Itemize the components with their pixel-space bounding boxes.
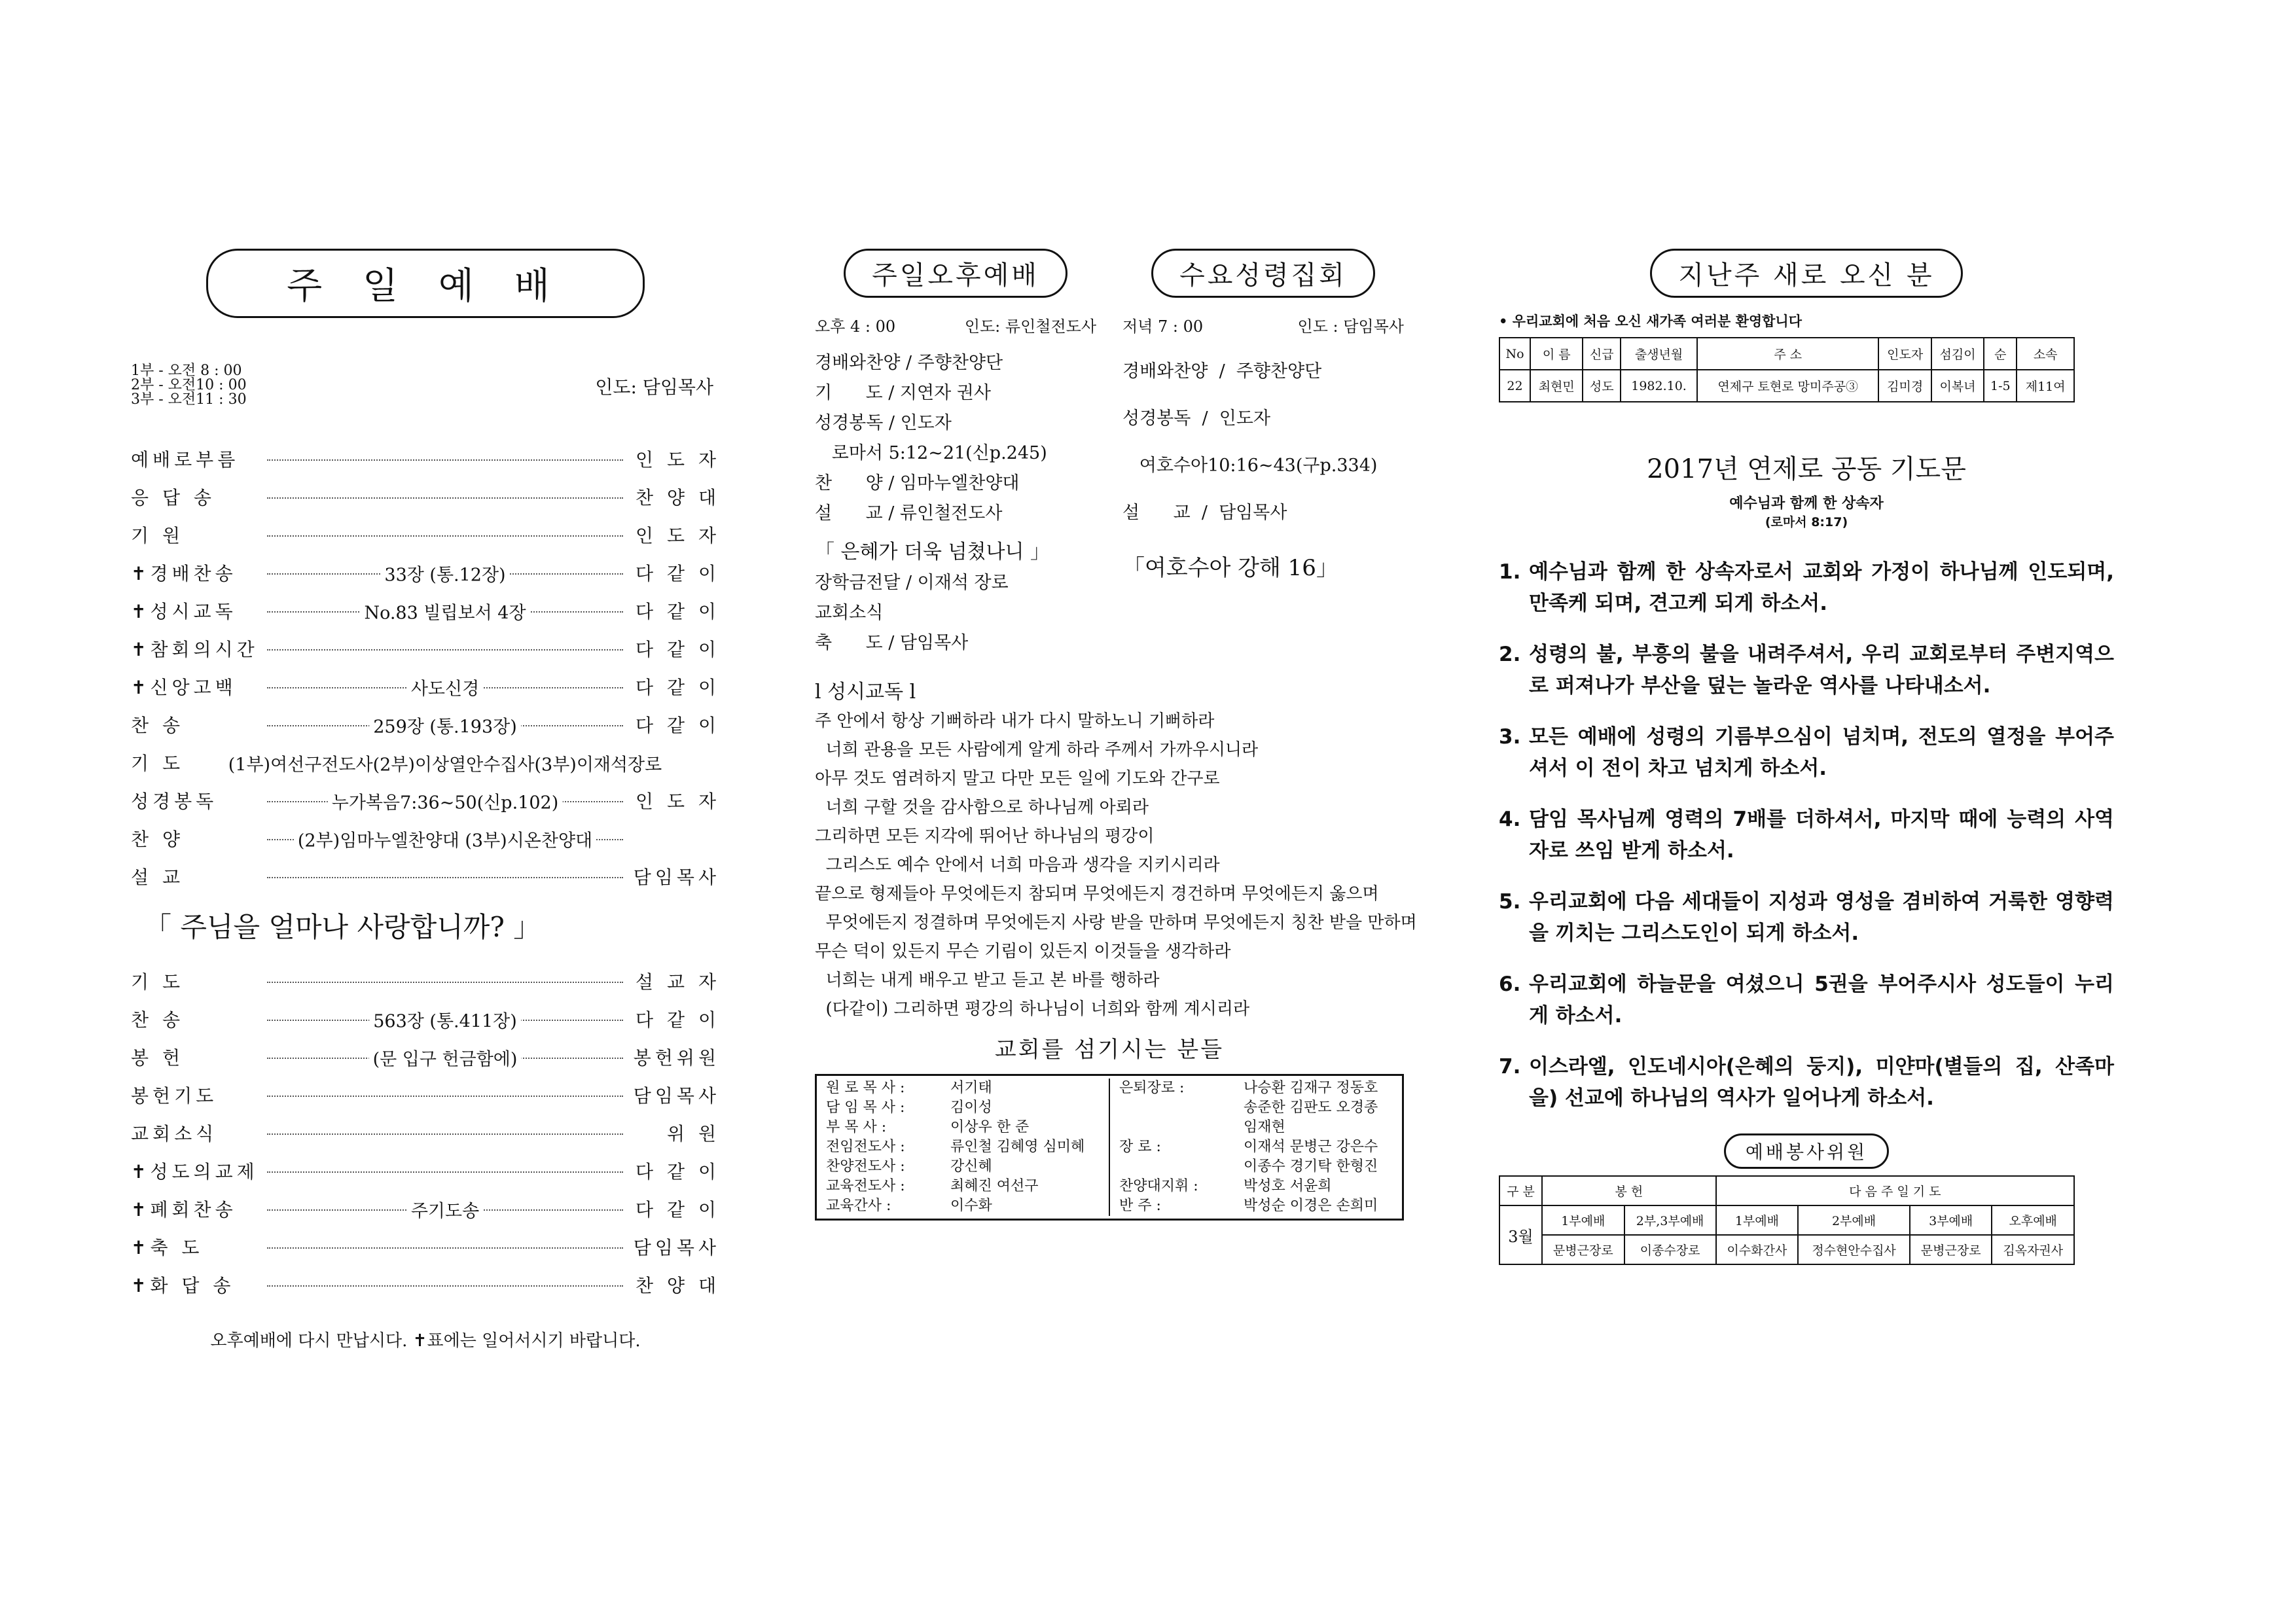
list-item: 너희 관용을 모든 사람에게 알게 하라 주께서 가까우시니라 <box>815 740 1259 760</box>
order-row <box>131 781 720 819</box>
order-role: 위 원 <box>667 1123 720 1145</box>
list-item: 너희 구할 것을 감사함으로 하나님께 아뢰라 <box>815 798 1149 817</box>
order-label: 응 답 송 <box>131 487 215 508</box>
service-person: 이수화간사 <box>1716 1235 1799 1264</box>
order-role: 다 같 이 <box>636 715 720 736</box>
order-row <box>131 819 720 857</box>
list-item: (다같이) 그리하면 평강의 하나님이 너희와 함께 계시리라 <box>815 999 1250 1019</box>
service-person: 이종수장로 <box>1624 1235 1716 1264</box>
order-role: 봉헌위원 <box>633 1047 720 1069</box>
sermon-title: 「 주님을 얼마나 사랑합니까? 」 <box>144 911 541 943</box>
list-item: 설 교 / 류인철전도사 <box>815 503 1003 524</box>
staff-names: 이종수 경기탁 한형진 <box>1244 1158 1378 1175</box>
order-role: 다 같 이 <box>636 639 720 660</box>
staff-role: 찬양전도사 : <box>826 1158 905 1175</box>
column-header: No <box>1499 338 1530 370</box>
order-label: 기 원 <box>131 525 184 546</box>
staff-names: 송준한 김판도 오경종 <box>1244 1099 1378 1116</box>
table-cell: 최현민 <box>1530 370 1583 402</box>
afternoon-items <box>815 348 1096 529</box>
order-row <box>131 705 720 743</box>
order-row <box>131 478 720 516</box>
prayer-text: 우리교회에 다음 세대들이 지성과 영성을 겸비하여 거룩한 영향력을 끼치는 그리스도인이 되게 하소서. <box>1529 890 2114 945</box>
list-item: 너희는 내게 배우고 받고 듣고 본 바를 행하라 <box>815 971 1160 990</box>
prayer-item <box>1499 886 2114 949</box>
prayer-subtitle: 예수님과 함께 한 상속자 <box>1729 495 1884 512</box>
order-detail: 259장 (통.193장) <box>369 713 521 738</box>
staff-names: 김이성 <box>950 1099 992 1116</box>
wednesday-service <box>1122 249 1404 658</box>
order-label: ✝성도의교제 <box>131 1161 259 1183</box>
staff-left <box>817 1079 1110 1216</box>
staff-role: 부 목 사 : <box>826 1119 887 1135</box>
service-subheader: 3부예배 <box>1910 1205 1992 1235</box>
dotted-leader <box>267 459 623 461</box>
next-prayer-header: 다 음 주 일 기 도 <box>1716 1176 2074 1205</box>
dotted-leader <box>267 1285 623 1287</box>
dotted-leader <box>267 649 623 651</box>
service-person: 문병근장로 <box>1910 1235 1992 1264</box>
column-header: 인도자 <box>1878 338 1931 370</box>
reading-lines <box>815 707 1417 1024</box>
staff-names: 이수화 <box>950 1198 992 1214</box>
middle-column <box>815 249 1417 1221</box>
order-role: 담임목사 <box>633 1085 720 1107</box>
staff-line <box>826 1196 1100 1216</box>
order-label: 찬 송 <box>131 1009 184 1031</box>
list-item: 설 교 / 담임목사 <box>1122 503 1287 523</box>
dotted-leader <box>267 830 623 851</box>
order-label: ✝참회의시간 <box>131 639 259 660</box>
wednesday-title: 수요성령집회 <box>1151 249 1375 298</box>
time-2: 2부 - 오전10 : 00 <box>131 377 247 393</box>
staff-names: 이상우 한 준 <box>950 1119 1030 1135</box>
order-label: 성경봉독 <box>131 791 218 812</box>
list-item: 기 도 / 지연자 권사 <box>815 383 991 403</box>
wednesday-time: 저녁 7 : 00 <box>1122 317 1204 336</box>
afternoon-time: 오후 4 : 00 <box>815 317 896 336</box>
staff-names: 류인철 김혜영 심미혜 <box>950 1139 1085 1155</box>
order-detail: No.83 빌립보서 4장 <box>360 599 529 624</box>
service-subheader: 2부,3부예배 <box>1624 1205 1716 1235</box>
order-row <box>131 1000 720 1038</box>
list-item: 교회소식 <box>815 603 884 623</box>
staff-role: 은퇴장로 : <box>1119 1080 1185 1096</box>
table-cell: 1-5 <box>1984 370 2017 402</box>
list-item: 여호수아10:16~43(구p.334) <box>1122 455 1378 476</box>
order-label: ✝화 답 송 <box>131 1275 235 1296</box>
staff-line <box>826 1157 1100 1177</box>
order-row <box>131 1152 720 1190</box>
order-row <box>131 1076 720 1114</box>
service-subheader: 1부예배 <box>1716 1205 1799 1235</box>
list-item: 경배와찬양 / 주향찬양단 <box>1122 361 1322 382</box>
order-row <box>131 1228 720 1266</box>
prayer-number: 4. <box>1499 808 1521 831</box>
list-item: 성경봉독 / 인도자 <box>815 413 952 433</box>
dotted-leader <box>267 1133 623 1135</box>
order-role: 다 같 이 <box>636 1161 720 1183</box>
footnote: 오후예배에 다시 만납시다. ✝표에는 일어서시기 바랍니다. <box>210 1331 641 1351</box>
order-role: 설 교 자 <box>636 971 720 993</box>
order-role: 인 도 자 <box>636 525 720 546</box>
prayer-text: 이스라엘, 인도네시아(은혜의 둥지), 미얀마(별들의 집, 산족마을) 선교에 하나님의 역사가 일어나게 하소서. <box>1529 1055 2114 1110</box>
list-item: 찬 양 / 임마누엘찬양대 <box>815 473 1020 493</box>
order-label: 교회소식 <box>131 1123 218 1145</box>
prayer-item <box>1499 804 2114 866</box>
staff-line <box>1119 1196 1393 1216</box>
table-header-row <box>1499 338 2074 370</box>
list-item: 그리스도 예수 안에서 너희 마음과 생각을 지키시리라 <box>815 855 1220 875</box>
prayer-number: 2. <box>1499 643 1521 666</box>
dotted-leader <box>267 1201 623 1222</box>
dotted-leader <box>267 1011 623 1032</box>
sunday-service-title: 주 일 예 배 <box>206 249 645 318</box>
order-label: ✝축 도 <box>131 1237 204 1258</box>
staff-line <box>1119 1118 1393 1137</box>
staff-role: 담 임 목 사 : <box>826 1099 905 1116</box>
prayer-item <box>1499 1051 2114 1114</box>
staff-role <box>1119 1118 1244 1137</box>
order-label: 기 도 <box>131 971 184 993</box>
dotted-leader <box>267 1096 623 1097</box>
prayer-text: 모든 예배에 성령의 기름부으심이 넘치며, 전도의 열정을 부어주셔서 이 전이 차고 넘치게 하소서. <box>1529 725 2114 780</box>
staff-names: 서기태 <box>950 1080 992 1096</box>
order-label: 기 도 <box>131 753 184 774</box>
order-detail: (문 입구 헌금함에) <box>369 1045 522 1071</box>
dotted-leader <box>267 793 623 813</box>
order-row <box>131 1190 720 1228</box>
list-item: 무슨 덕이 있든지 무슨 기림이 있든지 이것들을 생각하라 <box>815 942 1231 961</box>
order-row <box>131 743 720 781</box>
prayer-number: 5. <box>1499 890 1521 914</box>
list-item: 아무 것도 염려하지 말고 다만 모든 일에 기도와 간구로 <box>815 769 1220 789</box>
dotted-leader <box>228 755 662 776</box>
list-item: 그리하면 모든 지각에 뛰어난 하나님의 평강이 <box>815 827 1155 846</box>
list-item: 성경봉독 / 인도자 <box>1122 408 1271 429</box>
committee-title: 예배봉사위원 <box>1724 1133 1889 1169</box>
order-detail: (2부)임마누엘찬양대 (3부)시온찬양대 <box>294 827 596 852</box>
dotted-leader <box>267 565 623 586</box>
order-row <box>131 554 720 592</box>
welcome-text: • 우리교회에 처음 오신 새가족 여러분 환영합니다 <box>1499 313 1803 329</box>
list-item: 끝으로 형제들아 무엇에든지 참되며 무엇에든지 경건하며 무엇에든지 옳으며 <box>815 884 1379 904</box>
staff-line <box>826 1118 1100 1137</box>
staff-role: 교육간사 : <box>826 1198 891 1214</box>
dotted-leader <box>267 603 623 624</box>
prayer-item <box>1499 556 2114 619</box>
order-role: 다 같 이 <box>636 677 720 698</box>
order-detail: 누가복음7:36~50(신p.102) <box>328 789 563 814</box>
order-label: ✝폐회찬송 <box>131 1199 237 1221</box>
dotted-leader <box>267 877 623 878</box>
staff-role: 원 로 목 사 : <box>826 1080 905 1096</box>
order-row <box>131 668 720 705</box>
prayer-list <box>1499 556 2114 1114</box>
staff-line <box>1119 1079 1393 1098</box>
column-header: 이 름 <box>1530 338 1583 370</box>
order-role: 인 도 자 <box>636 791 720 812</box>
staff-names: 임재현 <box>1244 1119 1285 1135</box>
table-cell: 성도 <box>1583 370 1621 402</box>
prayer-number: 6. <box>1499 972 1521 996</box>
list-item: 주 안에서 항상 기뻐하라 내가 다시 말하노니 기뻐하라 <box>815 711 1215 731</box>
order-role: 다 같 이 <box>636 1199 720 1221</box>
column-header: 신급 <box>1583 338 1621 370</box>
prayer-text: 예수님과 함께 한 상속자로서 교회와 가정이 하나님께 인도되며, 만족케 되며, 견고케 되게 하소서. <box>1529 560 2114 615</box>
dotted-leader <box>267 982 623 983</box>
service-person: 문병근장로 <box>1542 1235 1624 1264</box>
sunday-leader: 인도: 담임목사 <box>595 376 713 398</box>
order-row <box>131 857 720 895</box>
order-role: 인 도 자 <box>636 449 720 471</box>
staff-role: 교육전도사 : <box>826 1178 905 1194</box>
staff-role: 장 로 : <box>1119 1139 1161 1155</box>
list-item: 경배와찬양 / 주향찬양단 <box>815 353 1003 373</box>
order-label: 설 교 <box>131 866 184 888</box>
service-subheader: 2부예배 <box>1798 1205 1910 1235</box>
order-role: 찬 양 대 <box>636 1275 720 1296</box>
order-row <box>131 440 720 478</box>
order-label: ✝신앙고백 <box>131 677 237 698</box>
committee-table <box>1499 1175 2075 1265</box>
table-cell: 이복녀 <box>1931 370 1984 402</box>
order-row <box>131 592 720 630</box>
order-row <box>131 516 720 554</box>
wednesday-sermon: 「여호수아 강해 16」 <box>1122 555 1338 581</box>
list-item: 장학금전달 / 이재석 장로 <box>815 573 1009 593</box>
order-label: 찬 양 <box>131 829 184 850</box>
month-cell: 3월 <box>1499 1205 1542 1264</box>
order-detail: 33장 (통.12장) <box>380 561 509 586</box>
list-item: 축 도 / 담임목사 <box>815 633 969 653</box>
staff-line <box>1119 1098 1393 1118</box>
right-column <box>1499 249 2114 1265</box>
prayer-text: 성령의 불, 부흥의 불을 내려주셔서, 우리 교회로부터 주변지역으로 퍼져나가 부산을 덮는 놀라운 역사를 나타내소서. <box>1529 643 2114 698</box>
table-cell: 제11여 <box>2017 370 2074 402</box>
staff-line <box>826 1098 1100 1118</box>
prayer-item <box>1499 969 2114 1031</box>
prayer-title: 2017년 연제로 공동 기도문 <box>1647 454 1966 484</box>
service-subheader: 오후예배 <box>1992 1205 2074 1235</box>
staff-role: 찬양대지휘 : <box>1119 1178 1198 1194</box>
reading-title: l 성시교독 l <box>815 681 916 704</box>
staff-box <box>815 1074 1404 1221</box>
staff-line <box>826 1079 1100 1098</box>
service-person: 정수현안수집사 <box>1798 1235 1910 1264</box>
dotted-leader <box>267 717 623 738</box>
staff-role: 반 주 : <box>1119 1198 1161 1214</box>
order-row <box>131 1114 720 1152</box>
dotted-leader <box>267 1247 623 1249</box>
dotted-leader <box>267 535 623 537</box>
column-header: 순 <box>1984 338 2017 370</box>
order-label: 봉 헌 <box>131 1047 184 1069</box>
afternoon-sermon: 「 은혜가 더욱 넘쳤나니 」 <box>815 541 1050 563</box>
list-item: 로마서 5:12~21(신p.245) <box>815 443 1047 463</box>
prayer-text: 담임 목사님께 영력의 7배를 더하셔서, 마지막 때에 능력의 사역자로 쓰임 받게 하소서. <box>1529 808 2114 863</box>
order-role: 다 같 이 <box>636 1009 720 1031</box>
offering-header: 봉 헌 <box>1542 1176 1716 1205</box>
afternoon-items-2 <box>815 568 1096 658</box>
list-item: 무엇에든지 정결하며 무엇에든지 사랑 받을 만하며 무엇에든지 칭찬 받을 만하며 <box>815 913 1417 933</box>
order-label: ✝성시교독 <box>131 601 237 622</box>
time-1: 1부 - 오전 8 : 00 <box>131 363 242 379</box>
newcomers-title: 지난주 새로 오신 분 <box>1650 249 1962 298</box>
staff-title: 교회를 섬기시는 분들 <box>994 1037 1225 1063</box>
order-row <box>131 630 720 668</box>
staff-right <box>1110 1079 1402 1216</box>
table-row <box>1499 370 2074 402</box>
staff-line <box>1119 1157 1393 1177</box>
prayer-text: 우리교회에 하늘문을 여셨으니 5권을 부어주시사 성도들이 누리게 하소서. <box>1529 972 2114 1027</box>
order-detail: (1부)여선구전도사(2부)이상열안수집사(3부)이재석장로 <box>224 751 666 776</box>
order-detail: 사도신경 <box>407 675 483 700</box>
staff-names: 박성순 이경은 손희미 <box>1244 1198 1378 1214</box>
staff-line <box>826 1137 1100 1157</box>
order-role: 다 같 이 <box>636 563 720 584</box>
order-role: 찬 양 대 <box>636 487 720 508</box>
order-role: 담임목사 <box>633 866 720 888</box>
prayer-number: 3. <box>1499 725 1521 749</box>
order-label: ✝경배찬송 <box>131 563 237 584</box>
order-label: 봉헌기도 <box>131 1085 218 1107</box>
time-3: 3부 - 오전11 : 30 <box>131 391 247 408</box>
order-label: 찬 송 <box>131 715 184 736</box>
order-detail: 주기도송 <box>407 1197 483 1222</box>
table-cell: 1982.10. <box>1621 370 1697 402</box>
values-row <box>1499 1235 2074 1264</box>
order-role: 담임목사 <box>633 1237 720 1258</box>
wednesday-items <box>1122 348 1404 537</box>
newcomers-table <box>1499 337 2075 402</box>
column-header: 주 소 <box>1697 338 1878 370</box>
table-cell: 연제구 토현로 망미주공③ <box>1697 370 1878 402</box>
service-person: 김옥자권사 <box>1992 1235 2074 1264</box>
order-row <box>131 962 720 1000</box>
column-header: 소속 <box>2017 338 2074 370</box>
column-header: 섬김이 <box>1931 338 1984 370</box>
staff-line <box>1119 1177 1393 1196</box>
table-cell: 김미경 <box>1878 370 1931 402</box>
prayer-number: 7. <box>1499 1055 1521 1079</box>
wednesday-leader: 인도 : 담임목사 <box>1297 317 1404 336</box>
afternoon-leader: 인도: 류인철전도사 <box>964 317 1096 336</box>
staff-names: 이재석 문병근 강은수 <box>1244 1139 1378 1155</box>
afternoon-service <box>815 249 1096 658</box>
table-cell: 22 <box>1499 370 1530 402</box>
staff-names: 박성호 서윤희 <box>1244 1178 1332 1194</box>
responsive-reading <box>815 678 1417 1024</box>
column-header: 출생년월 <box>1621 338 1697 370</box>
staff-names: 나승환 김재구 정동호 <box>1244 1080 1378 1096</box>
sunday-service-column <box>131 249 720 1351</box>
staff-line <box>1119 1137 1393 1157</box>
prayer-item <box>1499 721 2114 784</box>
subheader-row <box>1499 1205 2074 1235</box>
dotted-leader <box>267 497 623 499</box>
staff-line <box>826 1177 1100 1196</box>
afternoon-title: 주일오후예배 <box>844 249 1067 298</box>
dotted-leader <box>267 679 623 700</box>
order-role: 다 같 이 <box>636 601 720 622</box>
service-subheader: 1부예배 <box>1542 1205 1624 1235</box>
order-label: 예배로부름 <box>131 449 240 471</box>
prayer-item <box>1499 639 2114 702</box>
service-order <box>131 440 720 895</box>
service-order-2 <box>131 962 720 1304</box>
dotted-leader <box>267 1049 623 1070</box>
staff-role: 전임전도사 : <box>826 1139 905 1155</box>
staff-role <box>1119 1157 1244 1177</box>
order-row <box>131 1266 720 1304</box>
dotted-leader <box>267 1171 623 1173</box>
staff-role <box>1119 1098 1244 1118</box>
order-detail: 563장 (통.411장) <box>369 1007 521 1033</box>
staff-names: 강신혜 <box>950 1158 992 1175</box>
prayer-number: 1. <box>1499 560 1521 584</box>
section-header: 구 분 <box>1499 1176 1542 1205</box>
prayer-reference: (로마서 8:17) <box>1765 515 1848 529</box>
staff-names: 최혜진 여선구 <box>950 1178 1039 1194</box>
order-row <box>131 1038 720 1076</box>
